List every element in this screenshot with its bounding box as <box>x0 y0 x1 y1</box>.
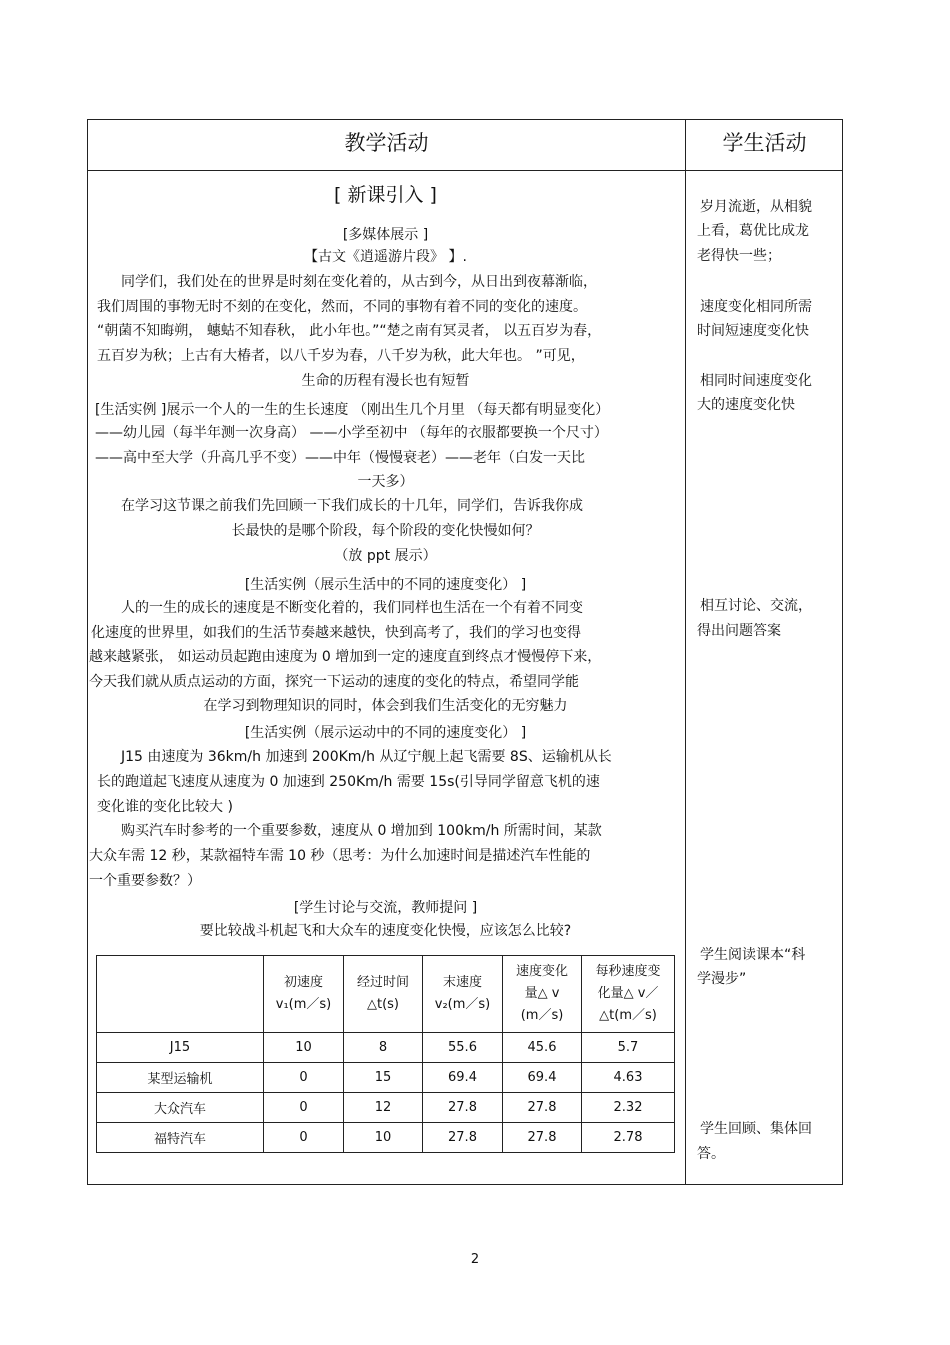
table-cell: 2.32 <box>582 1093 675 1123</box>
text-line: “朝菌不知晦朔， 蟪蛄不知春秋， 此小年也。”“楚之南有冥灵者， 以五百岁为春， <box>97 323 602 339</box>
student-note: 时间短速度变化快 <box>697 323 809 339</box>
text-line: 变化谁的变化比较大 ) <box>97 799 233 815</box>
student-note: 得出问题答案 <box>697 623 781 639</box>
table-cell: 12 <box>344 1093 423 1123</box>
text-line: 在学习这节课之前我们先回顾一下我们成长的十几年，同学们，告诉我你成 <box>121 498 583 514</box>
text-line: [学生讨论与交流，教师提问 ] <box>293 900 478 916</box>
table-cell: 27.8 <box>503 1123 582 1153</box>
text-line: 一天多） <box>357 474 414 490</box>
table-cell: 27.8 <box>503 1093 582 1123</box>
text-line: 越来越紧张， 如运动员起跑由速度为 0 增加到一定的速度直到终点才慢慢停下来， <box>89 649 602 665</box>
table-cell: 27.8 <box>423 1123 503 1153</box>
student-note: 答。 <box>697 1146 725 1162</box>
text-line: （放 ppt 展示） <box>334 548 437 564</box>
column-divider <box>685 120 686 1184</box>
table-cell: 45.6 <box>503 1033 582 1063</box>
text-line: 长最快的是哪个阶段，每个阶段的变化快慢如何？ <box>231 523 540 539</box>
teaching-activity-header: 教学活动 <box>344 131 429 155</box>
text-line: [生活实例（展示运动中的不同的速度变化） ] <box>244 725 527 741</box>
header-cell-final-velocity: 末速度 v₂(m／s) <box>423 956 503 1033</box>
text-line: [多媒体展示 ] <box>342 227 429 243</box>
student-note: 学漫步” <box>697 971 747 987</box>
table-row <box>97 1123 675 1153</box>
table-cell: 福特汽车 <box>97 1123 264 1153</box>
table-row <box>97 1033 675 1063</box>
table-cell: 0 <box>264 1123 344 1153</box>
table-cell: 5.7 <box>582 1033 675 1063</box>
text-line: 我们周围的事物无时不刻的在变化，然而，不同的事物有着不同的变化的速度。 <box>97 299 587 315</box>
text-line: 长的跑道起飞速度从速度为 0 加速到 250Km/h 需要 15s(引导同学留意飞机的速 <box>97 774 600 790</box>
text-line: 今天我们就从质点运动的方面，探究一下运动的速度的变化的特点，希望同学能 <box>89 674 579 690</box>
student-note: 相互讨论、交流， <box>700 598 812 614</box>
table-cell: 8 <box>344 1033 423 1063</box>
table-cell: J15 <box>97 1033 264 1063</box>
text-line: 生命的历程有漫长也有短暂 <box>301 373 470 389</box>
velocity-comparison-table <box>96 955 675 1153</box>
header-divider <box>88 170 842 171</box>
section-title: [ 新课引入 ] <box>334 184 437 206</box>
table-cell: 0 <box>264 1093 344 1123</box>
table-cell: 27.8 <box>423 1093 503 1123</box>
student-note: 岁月流逝，从相貌 <box>700 199 812 215</box>
student-note: 速度变化相同所需 <box>700 299 812 315</box>
student-note: 学生回顾、集体回 <box>700 1121 812 1137</box>
text-line: 购买汽车时参考的一个重要参数，速度从 0 增加到 100km/h 所需时间，某款 <box>121 823 602 839</box>
text-line: ——高中至大学（升高几乎不变）——中年（慢慢衰老）——老年（白发一天比 <box>95 450 585 466</box>
table-cell: 2.78 <box>582 1123 675 1153</box>
page-number: 2 <box>470 1252 480 1267</box>
table-cell: 69.4 <box>423 1063 503 1093</box>
table-cell: 69.4 <box>503 1063 582 1093</box>
student-note: 上看，葛优比成龙 <box>697 223 809 239</box>
text-line: 在学习到物理知识的同时，体会到我们生活变化的无穷魅力 <box>203 698 568 714</box>
table-cell: 4.63 <box>582 1063 675 1093</box>
header-cell-elapsed-time: 经过时间 △t(s) <box>344 956 423 1033</box>
table-cell: 15 <box>344 1063 423 1093</box>
table-header-row <box>97 956 675 1033</box>
text-line: [生活实例（展示生活中的不同的速度变化） ] <box>244 577 527 593</box>
table-cell: 大众汽车 <box>97 1093 264 1123</box>
text-line: 大众车需 12 秒，某款福特车需 10 秒（思考：为什么加速时间是描述汽车性能的 <box>89 848 591 864</box>
table-cell: 0 <box>264 1063 344 1093</box>
table-row <box>97 1093 675 1123</box>
text-line: J15 由速度为 36km/h 加速到 200Km/h 从辽宁舰上起飞需要 8S、运输机从长 <box>121 749 612 765</box>
text-line: [生活实例 ]展示一个人的一生的生长速度 （刚出生几个月里 （每天都有明显变化） <box>95 402 610 418</box>
text-line: 五百岁为秋；上古有大椿者，以八千岁为春，八千岁为秋，此大年也。 ”可见， <box>97 348 585 364</box>
text-line: 同学们，我们处在的世界是时刻在变化着的，从古到今，从日出到夜幕渐临， <box>121 274 597 290</box>
table-cell: 某型运输机 <box>97 1063 264 1093</box>
student-note: 老得快一些； <box>697 248 781 264</box>
student-note: 学生阅读课本“科 <box>700 947 806 963</box>
text-line: 要比较战斗机起飞和大众车的速度变化快慢，应该怎么比较? <box>199 923 572 939</box>
text-line: 化速度的世界里，如我们的生活节奏越来越快，快到高考了，我们的学习也变得 <box>91 625 581 641</box>
student-note: 大的速度变化快 <box>697 397 795 413</box>
text-line: 一个重要参数？） <box>89 873 201 889</box>
student-note: 相同时间速度变化 <box>700 373 812 389</box>
header-cell-change-per-second: 每秒速度变 化量△ v／ △t(m／s) <box>582 956 675 1033</box>
header-cell-blank <box>97 956 264 1033</box>
table-cell: 55.6 <box>423 1033 503 1063</box>
table-cell: 10 <box>344 1123 423 1153</box>
header-cell-velocity-change: 速度变化 量△ v (m／s) <box>503 956 582 1033</box>
text-line: 人的一生的成长的速度是不断变化着的，我们同样也生活在一个有着不同变 <box>121 600 583 616</box>
text-line: ——幼儿园（每半年测一次身高） ——小学至初中 （每年的衣服都要换一个尺寸） <box>95 425 608 441</box>
student-activity-header: 学生活动 <box>722 131 807 155</box>
text-line: 【古文《逍遥游片段》 】. <box>304 249 467 265</box>
table-cell: 10 <box>264 1033 344 1063</box>
table-row <box>97 1063 675 1093</box>
header-cell-initial-velocity: 初速度 v₁(m／s) <box>264 956 344 1033</box>
